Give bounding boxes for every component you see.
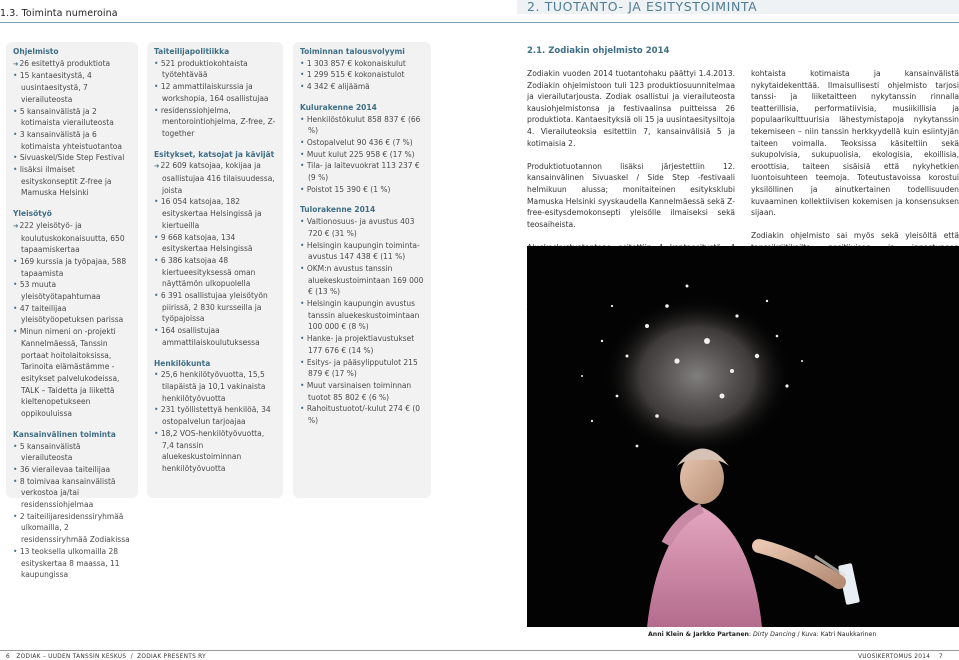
stat-item: • 1 299 515 € kokonaistulot [300,69,425,81]
stat-item: • Helsingin kaupungin toiminta-avustus 147 438 € (11 %) [300,240,425,263]
stat-item: • 47 taiteilijaa yleisötyöopetuksen parissa [13,303,132,326]
stat-item: • 5 kansainvälistä ja 2 kotimaista vierailuteosta [13,106,132,129]
stat-item: • Helsingin kaupungin avustus tanssin aluekeskustoimintaan 100 000 € (8 %) [300,298,425,333]
stat-item: • Tila- ja laitevuokrat 113 237 € (9 %) [300,160,425,183]
article-paragraph: Zodiakin vuoden 2014 tuotantohaku päättyi 1.4.2013. Zodiakin ohjelmistoon tuli 123 produktiosuunnitelmaa ja vierailutarjousta. Zodiak osallistui ja vierailuteosta kausiohjelmistonsa ja festivaalinsa puitteissa 26 produktiota. Kantaesityksiä oli 15 ja uusintaesitysiltoja 4. Vierailuteoksia esitettiin 7, kansainvälisiä 5 ja kotimaisia 2. [527,69,735,148]
stats-panel-3 [293,42,431,498]
stat-item: • residenssiohjelma, mentorointiohjelma, Z-free, Z-together [154,105,277,140]
stat-item: ➔ 22 609 katsojaa, kokijaa ja osallistujaa 416 tilaisuudessa, joista [154,160,277,196]
article-heading: 2.1. Zodiakin ohjelmisto 2014 [527,46,670,56]
stat-item: ➔ 26 esitettyä produktiota [13,58,132,71]
list-kansainvalinen [13,441,132,581]
footer-left: 6 ZODIAK – UUDEN TANSSIN KESKUS / ZODIAK PRESENTS RY [6,654,206,660]
stat-item: • 53 muuta yleisötyötapahtumaa [13,279,132,302]
caption-work: Dirty Dancing [753,631,796,638]
stat-item: • Valtionosuus- ja avustus 403 720 € (31 %) [300,216,425,239]
list-kulurakenne [300,114,425,196]
panel-heading-yleisotyo: Yleisötyö [13,209,52,219]
list-tulorakenne [300,216,425,427]
article-paragraph: Zodiakin ohjelmisto sai myös sekä yleisöltä että [751,231,959,241]
photo-caption: Anni Klein & Jarkko Partanen: Dirty Dancing / Kuva: Katri Naukkarinen [648,631,877,638]
stat-item: • 16 054 katsojaa, 182 esityskertaa Helsingissä ja kiertueilla [154,196,277,231]
stat-item: • 8 toimivaa kansainvälistä verkostoa ja/tai residenssiohjelmaa [13,476,132,511]
stat-item: • 9 668 katsojaa, 134 esityskertaa Helsingissä [154,232,277,255]
stat-item: • Muut kulut 225 958 € (17 %) [300,149,425,161]
stat-item: • Ostopalvelut 90 436 € (7 %) [300,137,425,149]
panel-heading-talous: Toiminnan talousvolyymi [300,47,405,56]
stat-item: • 18,2 VOS-henkilötyövuotta, 7,4 tanssin aluekeskustoiminnan henkilötyövuotta [154,428,277,475]
stat-item: ➔ 222 yleisötyö- ja koulutuskokonaisuutta, 650 tapaamiskertaa [13,220,132,256]
dance-photo [527,246,959,627]
dancer-splash-illustration [527,246,959,627]
stat-item: • 13 teoksella ulkomailla 28 esityskertaa 8 maassa, 11 kaupungissa [13,546,132,581]
article-paragraph: kohtaista kotimaista ja kansainvälistä nykytaidekenttää. Ilmaisullisesti ohjelmisto tarjosi tanssi- ja liiketaitteen nykytanssin rinnalla teatterillisia, performatiivisia, musiikillisia ja populaarikulttuurisia lähestymistapoja nykytanssin tekemiseen – niin tanssin herkkyydellä kuin esiintyjän taiteen voimalla. Teoksissa käsiteltiin sekä sukupolvisia, sukupuolisia, ekologisia, ekoillisia, eroottisia, taiteen sisäisiä että nykyhetkien luontoisuhteen teemoja. Toteutustavoissa korostui yksilöllinen ja ainutkertainen todellisuuden kuvaaminen kollektiivisen kokemisen ja konsensuksen sijaan. [751,69,959,218]
stat-item: • Poistot 15 390 € (1 %) [300,184,425,196]
stat-item: • 5 kansainvälistä vierailuteosta [13,441,132,464]
panel-heading-esitykset: Esitykset, katsojat ja kävijät [154,149,275,159]
caption-names: Anni Klein & Jarkko Partanen [648,631,749,638]
stat-item: • Hanke- ja projektiavustukset 177 676 € (14 %) [300,333,425,356]
stat-item: • 1 303 857 € kokonaiskulut [300,58,425,70]
stat-item: • Minun nimeni on -projekti Kannelmäessä, Tanssin portaat hoitolaitoksissa, Tarinoita elämästämme -esitykset palvelukodeissa, TALK – Taidetta ja liikettä kieltenopetukseen oppikouluissa [13,326,132,420]
article-paragraph: Produktiotuotannon lisäksi järjestettiin 12. kansainvälinen Sivuaskel / Side Step -festivaali helmikuun alussa; monitaiteinen esityksklubi Mamuska Helsinki syyskaudella Kannelmäessä sekä Z-free-esitysdemokonsepti yleisölle ilmaiseksi sekä teosaiheista. [527,161,735,229]
list-ohjelmisto [13,58,132,199]
stat-item: • 36 vierailevaa taiteilijaa [13,464,132,476]
stat-item: • lisäksi ilmaiset esityskonseptit Z-free ja Mamuska Helsinki [13,164,132,199]
stat-item: • 3 kansainvälistä ja 6 kotimaista yhteistuotantoa [13,129,132,152]
panel-heading-ohjelmisto: Ohjelmisto [13,47,59,56]
stat-item: • 2 taiteilijaresidenssiryhmää ulkomailla, 2 residenssiryhmää Zodiakissa [13,511,132,546]
stat-item: • 231 työllistettyä henkilöä, 34 ostopalvelun tarjoajaa [154,404,277,427]
stat-item: • 25,6 henkilötyövuotta, 15,5 tilapäistä ja 10,1 vakinaista henkilötyövuotta [154,369,277,404]
stat-item: • Henkilöstökulut 858 837 € (66 %) [300,114,425,137]
panel-heading-kansainvalinen: Kansainvälinen toiminta [13,429,116,439]
list-yleisotyo [13,220,132,420]
stat-item: • 15 kantaesitystä, 4 uusintaesitystä, 7 vierailuteosta [13,70,132,105]
stat-item: • Esitys- ja pääsylipputulot 215 879 € (17 %) [300,357,425,380]
stat-item: • 12 ammattilaiskurssia ja workshopia, 164 osallistujaa [154,81,277,104]
list-talous [300,58,425,93]
stat-item: • 164 osallistujaa ammattilaiskoulutuksessa [154,325,277,348]
stat-item: • 6 386 katsojaa 48 kiertueesityksessä oman näyttämön ulkopuolella [154,255,277,290]
header-rule [0,22,959,23]
stat-item: • 6 391 osallistujaa yleisötyön piirissä, 2 830 kursseilla ja työpajoissa [154,290,277,325]
list-esitykset [154,160,277,348]
section-title: 1.3. Toiminta numeroina [0,8,118,19]
chapter-title: 2. TUOTANTO- JA ESITYSTOIMINTA [527,0,758,14]
list-henkilokunta [154,369,277,474]
stats-panel-1 [6,42,138,580]
panel-heading-kulurakenne: Kulurakenne 2014 [300,102,377,112]
panel-heading-henkilokunta: Henkilökunta [154,358,211,368]
stats-panel-2 [147,42,283,498]
stat-item: • OKM:n avustus tanssin aluekeskustoimintaan 169 000 € (13 %) [300,263,425,298]
stat-item: • Rahoitustuotot/-kulut 274 € (0 %) [300,403,425,426]
stat-item: • Sivuaskel/Side Step Festival [13,152,132,164]
stat-item: • 169 kurssia ja työpajaa, 588 tapaamista [13,256,132,279]
panel-heading-tulorakenne: Tulorakenne 2014 [300,205,376,215]
panel-heading-taiteilijapolitiikka: Taiteilijapolitiikka [154,47,230,56]
list-taiteilijapolitiikka [154,58,277,140]
stat-item: • Muut varsinaisen toiminnan tuotot 85 802 € (6 %) [300,380,425,403]
footer-rule [0,650,959,651]
footer-right: VUOSIKERTOMUS 2014 7 [858,654,943,660]
stat-item: • 521 produktiokohtaista työtehtävää [154,58,277,81]
stat-item: • 4 342 € alijäämä [300,81,425,93]
caption-credit: / Kuva: Katri Naukkarinen [797,631,877,638]
